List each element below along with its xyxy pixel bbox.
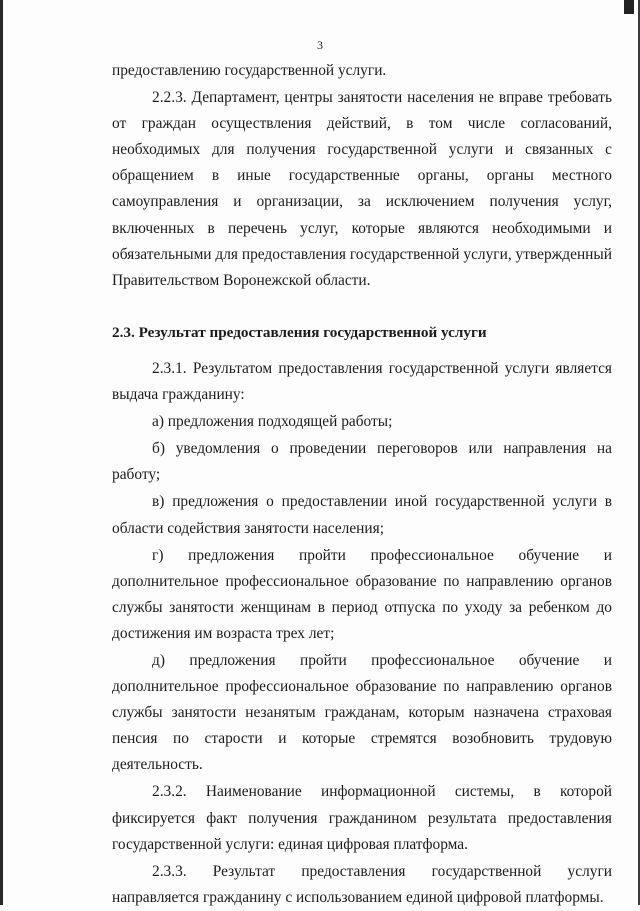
list-item-d: д) предложения пройти профессиональное обучение и дополнительное профессиональное образование по направлению органов службы занятости незанятым гражданам, которым назначена страховая пенсия по старости и которые стремятся возобновить трудовую деятельность.	[112, 651, 612, 774]
list-item-g: г) предложения пройти профессиональное обучение и дополнительное профессиональное образование по направлению органов службы занятости женщинам в период отпуска по уходу за ребенком до достижения им возраста трех лет;	[112, 546, 612, 642]
scan-edge-left	[0, 0, 3, 905]
list-item-a: а) предложения подходящей работы;	[152, 413, 393, 431]
paragraph-continuation: предоставлению государственной услуги.	[112, 62, 387, 79]
paragraph-2-3-1: 2.3.1. Результатом предоставления государственной услуги является выдача гражданину:	[112, 359, 612, 404]
section-heading: 2.3. Результат предоставления государственной услуги	[112, 323, 487, 341]
paragraph-2-3-2: 2.3.2. Наименование информационной системы, в которой фиксируется факт получения гражданином результата предоставления государственной услуги: единая цифровая платформа.	[112, 783, 612, 853]
list-item-v: в) предложения о предоставлении иной государственной услуги в области содействия занятости населения;	[112, 493, 612, 537]
document-body	[112, 58, 612, 911]
paragraph-2-2-3: 2.2.3. Департамент, центры занятости населения не вправе требовать от граждан осуществления действий, в том числе согласований, необходимых для получения государственной услуги и связанных с обращением в иные государственные органы, органы местного самоуправления и организации, за исключением получения услуг, включенных в перечень услуг, которые являются необходимыми и обязательными для предоставления государственной услуги, утвержденный Правительством Воронежской области.	[112, 89, 612, 289]
list-item-b: б) уведомления о проведении переговоров или направления на работу;	[112, 440, 612, 484]
scan-mark	[624, 0, 634, 14]
page-number: 3	[317, 38, 323, 52]
paragraph-2-3-3: 2.3.3. Результат предоставления государственной услуги направляется гражданину с использованием единой цифровой платформы.	[112, 862, 612, 906]
